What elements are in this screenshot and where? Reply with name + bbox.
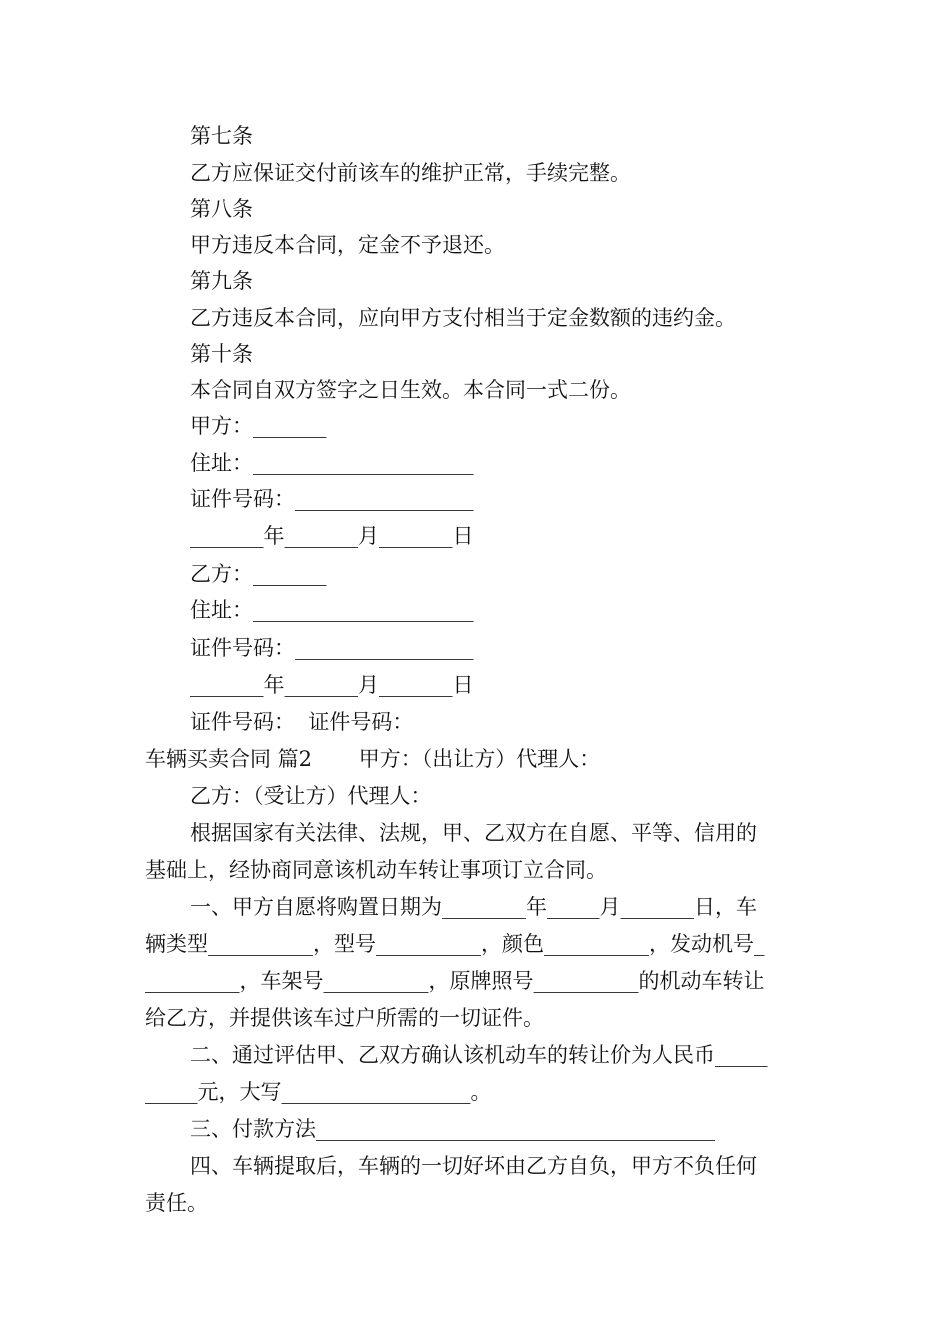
party-a-date: _______年_______月_______日 [190,524,474,548]
clause-1-line-4: 给乙方，并提供该车过户所需的一切证件。 [145,1006,544,1030]
clause-1-line-1: 一、甲方自愿将购置日期为________年_____月_______日，车 [190,895,757,919]
clause-2-line-1: 二、通过评估甲、乙双方确认该机动车的转让价为人民币_____ [190,1043,768,1067]
article-9-text: 乙方违反本合同，应向甲方支付相当于定金数额的违约金。 [190,306,736,330]
article-7-heading: 第七条 [190,124,253,148]
clause-1-line-3: _________，车架号__________，原牌照号__________的机动车转让 [145,969,765,993]
clause-4-line-1: 四、车辆提取后，车辆的一切好坏由乙方自负，甲方不负任何 [190,1154,757,1178]
article-10-text: 本合同自双方签字之日生效。本合同一式二份。 [190,378,631,402]
clause-4-line-2: 责任。 [145,1191,208,1215]
party-b-date: _______年_______月_______日 [190,673,474,697]
preamble-line-1: 根据国家有关法律、法规，甲、乙双方在自愿、平等、信用的 [190,821,757,845]
id-numbers-line: 证件号码： 证件号码： [190,710,414,734]
article-9-heading: 第九条 [190,269,253,293]
article-8-heading: 第八条 [190,197,253,221]
clause-1-line-2: 辆类型__________，型号__________，颜色__________，发动机号_ [145,932,765,956]
preamble-line-2: 基础上，经协商同意该机动车转让事项订立合同。 [145,858,607,882]
party-a-signature: 甲方：_______ [190,414,327,438]
party-a-address: 住址：_____________________ [190,451,474,475]
party-b-agent: 乙方：（受让方）代理人： [190,784,432,808]
party-b-signature: 乙方：_______ [190,562,327,586]
party-a-id-number: 证件号码：_________________ [190,487,474,511]
article-7-text: 乙方应保证交付前该车的维护正常，手续完整。 [190,161,631,185]
clause-2-line-2: _____元，大写__________________。 [145,1080,492,1104]
article-8-text: 甲方违反本合同，定金不予退还。 [190,233,505,257]
party-b-address: 住址：_____________________ [190,598,474,622]
article-10-heading: 第十条 [190,342,253,366]
clause-3-line: 三、付款方法______________________________________ [190,1117,715,1141]
party-b-id-number: 证件号码：_________________ [190,636,474,660]
contract-2-title: 车辆买卖合同 篇2 甲方：（出让方）代理人： [145,747,601,771]
